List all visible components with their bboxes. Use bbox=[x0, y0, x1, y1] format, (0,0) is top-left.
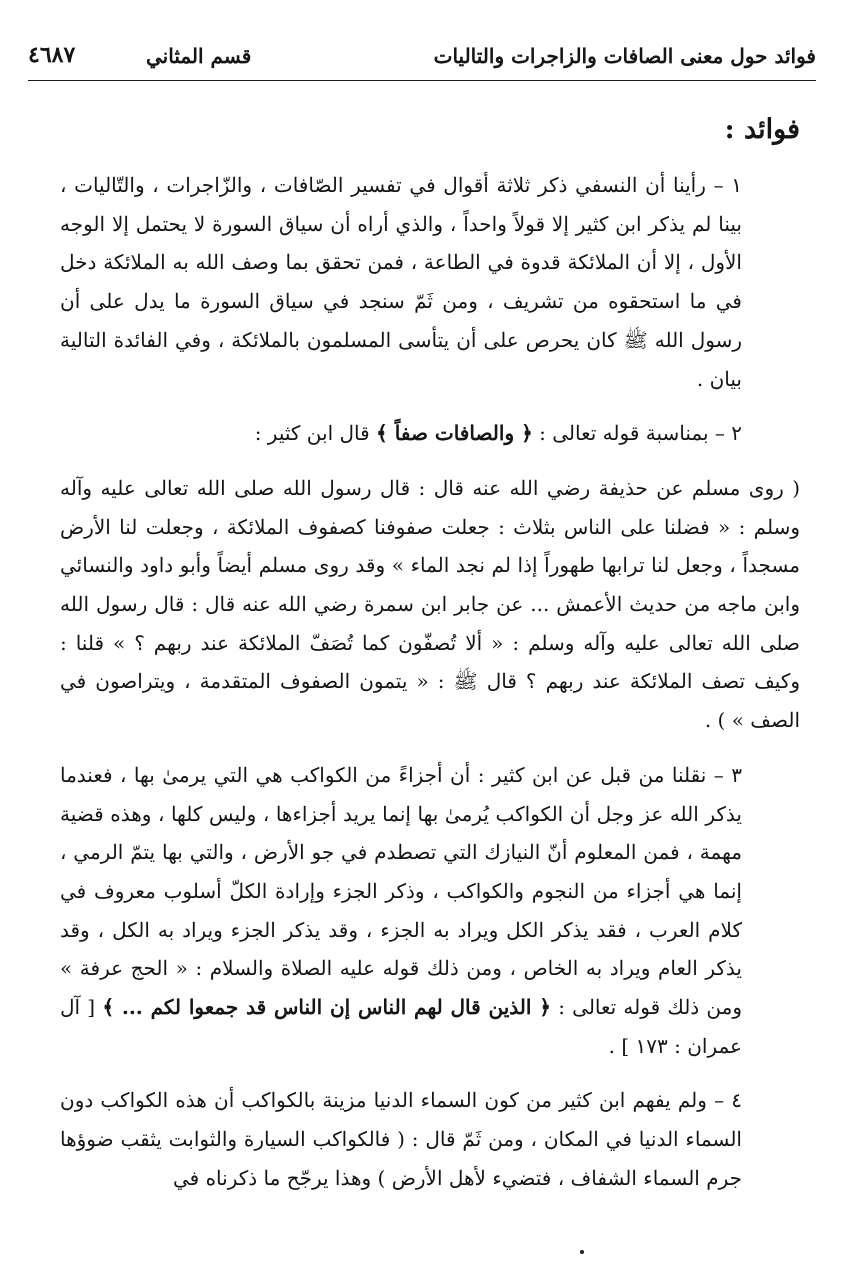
paragraph-2-end: قال ابن كثير : bbox=[254, 421, 370, 446]
paragraph-5: ٤ – ولم يفهم ابن كثير من كون السماء الدنيا مزينة بالكواكب أن هذه الكواكب دون السماء الدنيا في المكان ، ومن ثَمّ قال : ( فالكواكب السيارة والثوابت يثقب ضوؤها جرم السماء الشفاف ، فتضيء لأهل الأرض ) وهذا يرجّح ما ذكرناه في bbox=[60, 1088, 742, 1190]
section-name: قسم المثاني bbox=[146, 44, 252, 68]
section-heading: فوائد : bbox=[724, 114, 800, 145]
quran-quote: ﴿ والصافات صفاً ﴾ bbox=[376, 421, 533, 446]
quran-quote: ﴿ الذين قال لهم الناس إن الناس قد جمعوا لكم ... ﴾ bbox=[102, 995, 551, 1020]
paragraph-3-quote-block: ( روى مسلم عن حذيفة رضي الله عنه قال : قال رسول الله صلى الله تعالى عليه وآله وسلم : « فضلنا على الناس بثلاث : جعلت صفوفنا كصفوف الملائكة ، وجعلت لنا الأرض مسجداً ، وجعل لنا ترابها طهوراً إذا لم نجد الماء » وقد روى مسلم أيضاً وأبو داود والنسائي وابن ماجه من حديث الأعمش ... عن جابر ابن سمرة رضي الله عنه قال : قال رسول الله صلى الله تعالى عليه وآله وسلم : « ألا تُصفّون كما تُصَفّ الملائكة عند ربهم ؟ » قلنا : وكيف تصف الملائكة عند ربهم ؟ قال ﷺ : « يتمون الصفوف المتقدمة ، ويتراصون في الصف » ) . bbox=[60, 475, 801, 733]
page-body bbox=[60, 110, 800, 1198]
paragraph-1: ١ – رأينا أن النسفي ذكر ثلاثة أقوال في تفسير الصّافات ، والزّاجرات ، والتّاليات ، بينا لم يذكر ابن كثير إلا قولاً واحداً ، والذي أراه أن سياق السورة لا يحتمل إلا الوجه الأول ، إلا أن الملائكة قدوة في الطاعة ، فمن تحقق بما وصف الله به الملائكة دخل في ما استحقوه من تشريف ، ومن ثَمّ سنجد في سياق السورة ما يدل على أن رسول الله ﷺ كان يحرص على أن يتأسى المسلمون بالملائكة ، وفي الفائدة التالية بيان . bbox=[60, 173, 742, 391]
verse-reference: [ آل عمران : ١٧٣ ] . bbox=[60, 995, 742, 1058]
paragraph-4 bbox=[60, 756, 800, 1066]
page-number: ٤٦٨٧ bbox=[28, 42, 76, 68]
footer-mark bbox=[580, 1250, 584, 1254]
paragraph-2-intro: ٢ – بمناسبة قوله تعالى : bbox=[539, 421, 742, 446]
header-divider bbox=[28, 80, 816, 81]
page-header bbox=[28, 36, 816, 76]
running-title: فوائد حول معنى الصافات والزاجرات والتاليات bbox=[433, 44, 816, 68]
paragraph-2 bbox=[60, 414, 800, 453]
paragraph-4-body: ٣ – نقلنا من قبل عن ابن كثير : أن أجزاءً من الكواكب هي التي يرمىٰ بها ، فعندما يذكر الله عز وجل أن الكواكب يُرمىٰ بها إنما يريد أجزاءها ، وليس كلها ، وهذه قضية مهمة ، فمن المعلوم أنّ النيازك التي تصطدم في جو الأرض ، والتي بها يتمّ الرمي ، إنما هي أجزاء من النجوم والكواكب ، وذكر الجزء وإرادة الكلّ أسلوب معروف في كلام العرب ، فقد يذكر الكل ويراد به الجزء ، وقد يذكر الجزء ويراد به الكل ، وقد يذكر العام ويراد به الخاص ، ومن ذلك قوله عليه الصلاة والسلام : « الحج عرفة » ومن ذلك قوله تعالى : bbox=[60, 762, 743, 1020]
